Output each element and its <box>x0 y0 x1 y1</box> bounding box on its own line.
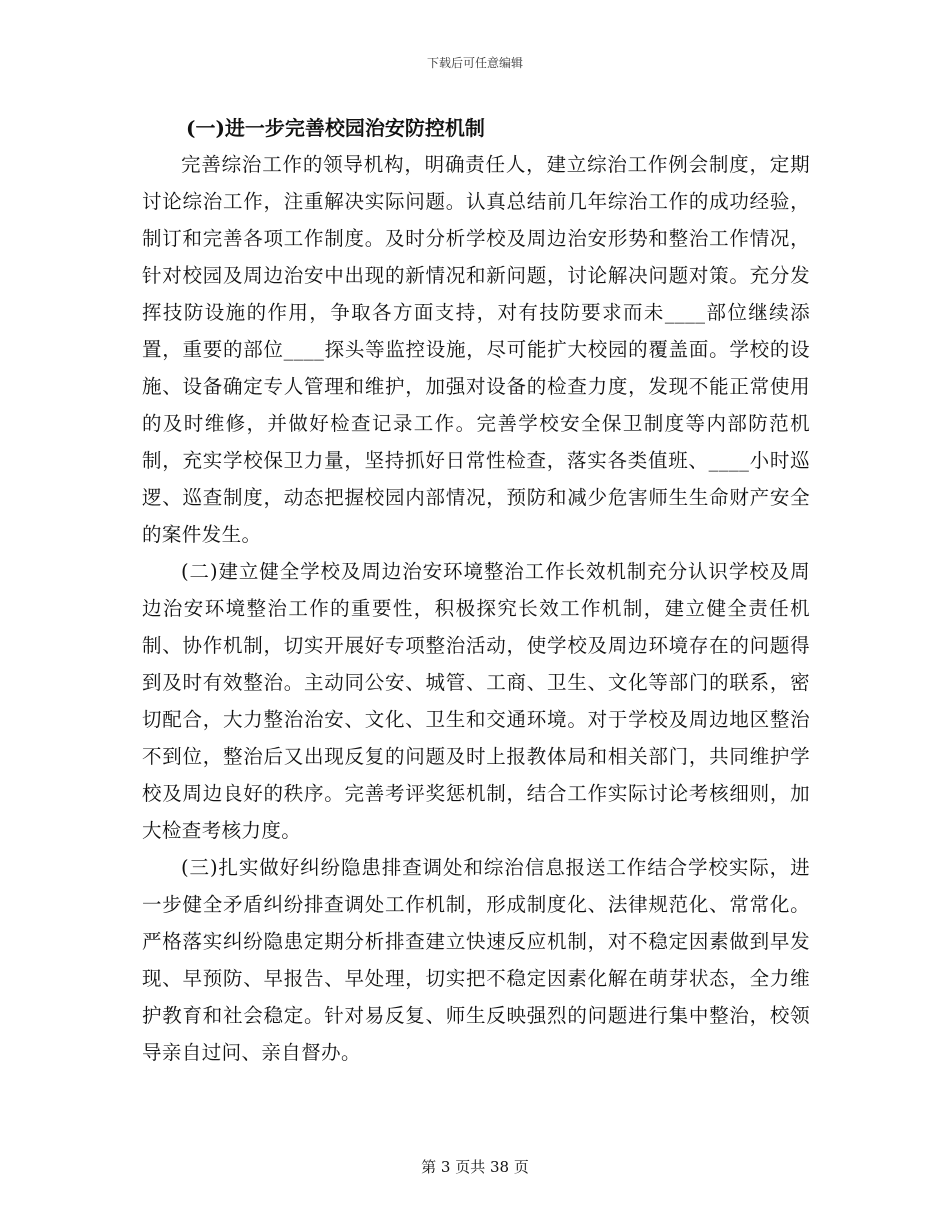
paragraph-environment-rectification: (二)建立健全学校及周边治安环境整治工作长效机制充分认识学校及周边治安环境整治工作的重要性，积极探究长效工作机制，建立健全责任机制、协作机制，切实开展好专项整治活动，使学校及周边环境存在的问题得到及时有效整治。主动同公安、城管、工商、卫生、文化等部门的联系，密切配合，大力整治治安、文化、卫生和交通环境。对于学校及周边地区整治不到位，整治后又出现反复的问题及时上报教体局和相关部门，共同维护学校及周边良好的秩序。完善考评奖惩机制，结合工作实际讨论考核细则，加大检查考核力度。 <box>142 560 810 842</box>
paragraph-campus-security: 完善综治工作的领导机构，明确责任人，建立综治工作例会制度，定期讨论综治工作，注重解决实际问题。认真总结前几年综治工作的成功经验，制订和完善各项工作制度。及时分析学校及周边治安形势和整治工作情况，针对校园及周边治安中出现的新情况和新问题，讨论解决问题对策。充分发挥技防设施的作用，争取各方面支持，对有技防要求而未____部位继续添置，重要的部位____探头等监控设施，尽可能扩大校园的覆盖面。学校的设施、设备确定专人管理和维护，加强对设备的检查力度，发现不能正常使用的及时维修，并做好检查记录工作。完善学校安全保卫制度等内部防范机制，充实学校保卫力量，坚持抓好日常性检查，落实各类值班、____小时巡逻、巡查制度，动态把握校园内部情况，预防和减少危害师生生命财产安全的案件发生。 <box>142 153 810 546</box>
page-number-footer: 第 3 页共 38 页 <box>421 1158 529 1176</box>
document-body <box>142 112 810 1071</box>
paragraph-dispute-investigation: (三)扎实做好纠纷隐患排查调处和综治信息报送工作结合学校实际，进一步健全矛盾纠纷排查调处工作机制，形成制度化、法律规范化、常常化。严格落实纠纷隐患定期分析排查建立快速反应机制，对不稳定因素做到早发现、早预防、早报告、早处理，切实把不稳定因素化解在萌芽状态，全力维护教育和社会稳定。针对易反复、师生反映强烈的问题进行集中整治，校领导亲自过问、亲自督办。 <box>142 856 810 1064</box>
section-heading: (一)进一步完善校园治安防控机制 <box>186 116 485 140</box>
page-header-note: 下载后可任意编辑 <box>426 56 523 70</box>
